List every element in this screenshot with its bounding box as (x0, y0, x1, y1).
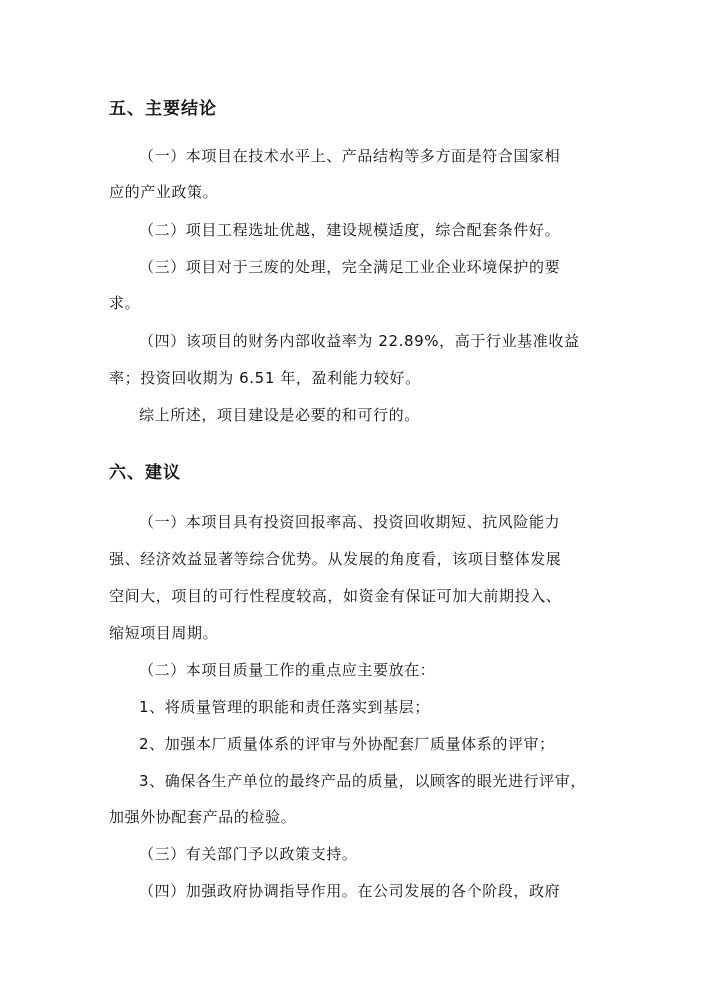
list-item: 1、将质量管理的职能和责任落实到基层； (139, 698, 430, 716)
paragraph-line: （一）本项目在技术水平上、产品结构等多方面是符合国家相 (139, 147, 561, 165)
paragraph-line: 率；投资回收期为 6.51 年，盈利能力较好。 (109, 369, 421, 387)
paragraph-line: 综上所述，项目建设是必要的和可行的。 (139, 406, 420, 424)
list-item: 3、确保各生产单位的最终产品的质量，以顾客的眼光进行评审， (139, 772, 586, 790)
paragraph-line: 求。 (109, 294, 141, 312)
paragraph-line: （三）项目对于三废的处理，完全满足工业企业环境保护的要 (139, 258, 561, 276)
paragraph-line: （三）有关部门予以政策支持。 (139, 845, 358, 863)
paragraph-line: 空间大，项目的可行性程度较高，如资金有保证可加大前期投入、 (109, 587, 562, 605)
section-heading-suggestions: 六、建议 (109, 463, 181, 483)
paragraph-line: （四）该项目的财务内部收益率为 22.89%，高于行业基准收益 (139, 332, 580, 350)
paragraph-line: 应的产业政策。 (109, 183, 219, 201)
paragraph-line: （二）本项目质量工作的重点应主要放在： (139, 661, 436, 679)
paragraph-line: 强、经济效益显著等综合优势。从发展的角度看，该项目整体发展 (109, 550, 562, 568)
paragraph-line: （二）项目工程选址优越，建设规模适度，综合配套条件好。 (139, 221, 561, 239)
section-heading-conclusions: 五、主要结论 (109, 99, 217, 119)
paragraph-line: （一）本项目具有投资回报率高、投资回收期短、抗风险能力 (139, 513, 561, 531)
paragraph-line: （四）加强政府协调指导作用。在公司发展的各个阶段，政府 (139, 882, 561, 900)
paragraph-line: 加强外协配套产品的检验。 (109, 808, 297, 826)
list-item: 2、加强本厂质量体系的评审与外协配套厂质量体系的评审； (139, 735, 555, 753)
paragraph-line: 缩短项目周期。 (109, 624, 219, 642)
